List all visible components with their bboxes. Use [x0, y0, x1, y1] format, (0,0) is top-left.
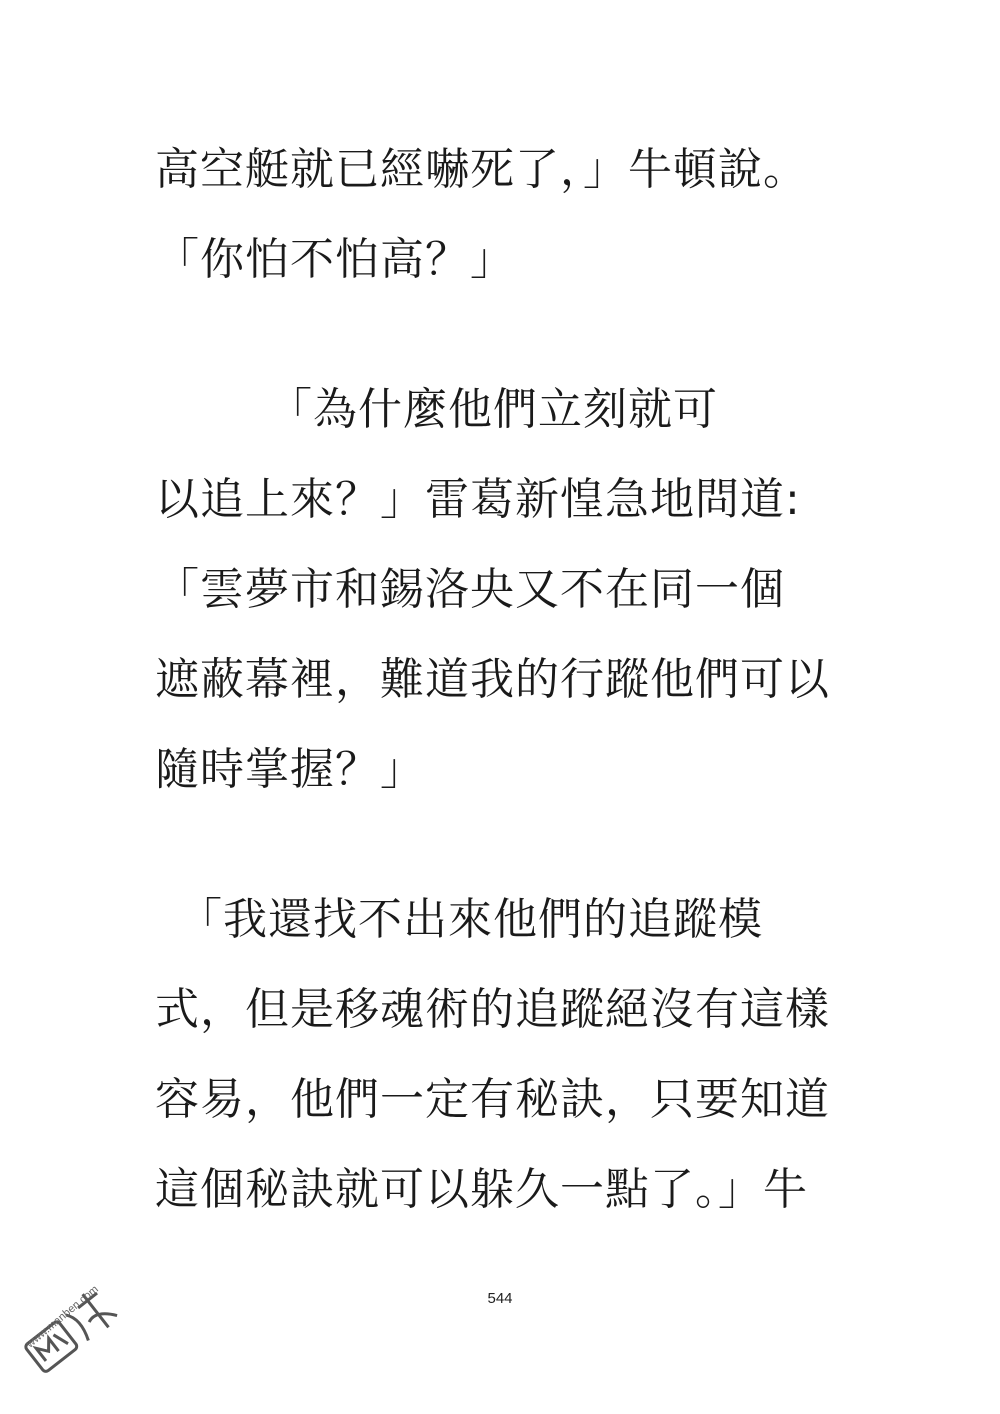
- text-line-6: 遮蔽幕裡，難道我的行蹤他們可以: [155, 654, 830, 705]
- page-number: 544: [487, 1290, 513, 1307]
- text-line-5: 「雲夢市和錫洛央又不在同一個: [155, 564, 785, 615]
- text-line-9: 式，但是移魂術的追蹤絕沒有這樣: [155, 984, 830, 1035]
- text-line-7: 隨時掌握？」: [155, 744, 425, 795]
- text-line-1: 高空艇就已經嚇死了，」牛頓說。: [155, 144, 808, 195]
- text-line-11: 這個秘訣就可以躲久一點了。」牛: [155, 1164, 808, 1215]
- text-line-2: 「你怕不怕高？」: [155, 234, 515, 285]
- text-line-8: 「我還找不出來他們的追蹤模: [155, 894, 763, 945]
- manben-logo-icon: [8, 1262, 158, 1402]
- text-line-3: 「為什麼他們立刻就可: [155, 384, 718, 435]
- watermark-url: www.manben.com: [24, 1283, 101, 1351]
- text-line-10: 容易，他們一定有秘訣，只要知道: [155, 1074, 830, 1125]
- text-line-4: 以追上來？」雷葛新惶急地問道:: [155, 474, 801, 525]
